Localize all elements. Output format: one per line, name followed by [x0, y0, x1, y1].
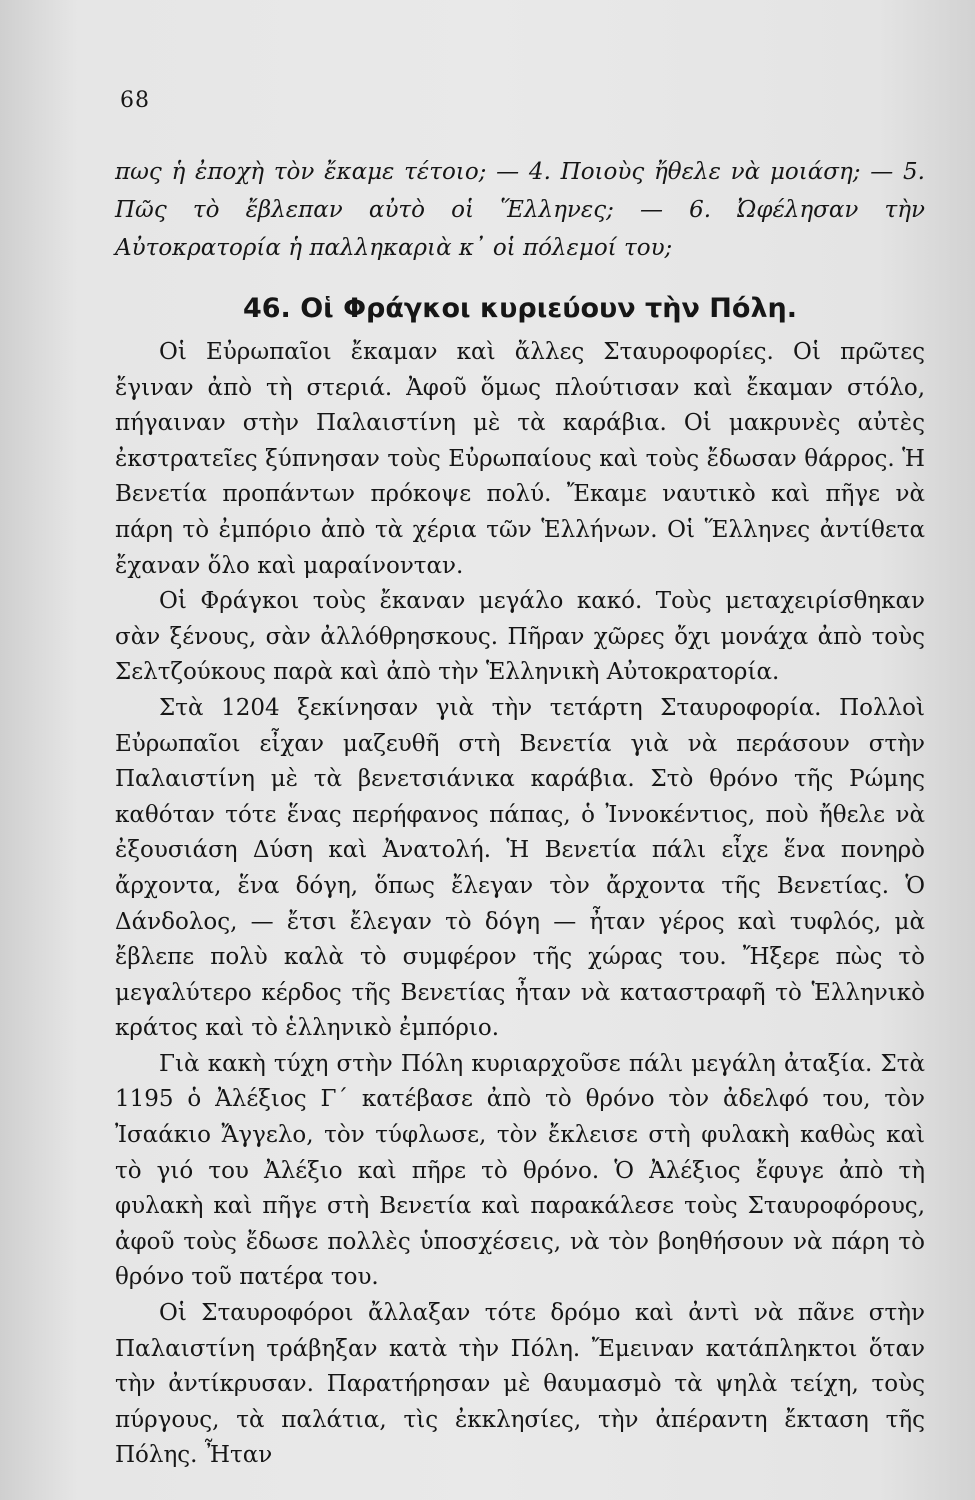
paragraph: Οἱ Εὐρωπαῖοι ἔκαμαν καὶ ἄλλες Σταυροφορίες. Οἱ πρῶτες ἔγιναν ἀπὸ τὴ στεριά. Ἀφοῦ ὅμως πλούτισαν καὶ ἔκαμαν στόλο, πήγαιναν στὴν Παλαιστίνη μὲ τὰ καράβια. Οἱ μακρυνὲς αὐτὲς ἐκστρατεῖες ξύπνησαν τοὺς Εὐρωπαίους καὶ τοὺς ἔδωσαν θάρρος. Ἡ Βενετία προπάντων πρόκοψε πολύ. Ἔκαμε ναυτικὸ καὶ πῆγε νὰ πάρη τὸ ἐμπόριο ἀπὸ τὰ χέρια τῶν Ἑλλήνων. Οἱ Ἕλληνες ἀντίθετα ἔχαναν ὅλο καὶ μαραίνονταν.: [115, 339, 925, 579]
review-questions: πως ἡ ἐποχὴ τὸν ἔκαμε τέτοιο; — 4. Ποιοὺς ἤθελε νὰ μοιάση; — 5. Πῶς τὸ ἔβλεπαν αὐτὸ οἱ Ἕλληνες; — 6. Ὠφέλησαν τὴν Αὐτοκρατορία ἡ παλληκαριὰ κ᾽ οἱ πόλεμοί του;: [115, 159, 925, 261]
paragraph: Γιὰ κακὴ τύχη στὴν Πόλη κυριαρχοῦσε πάλι μεγάλη ἀταξία. Στὰ 1195 ὁ Ἀλέξιος Γ´ κατέβασε ἀπὸ τὸ θρόνο τὸν ἀδελφό του, τὸν Ἰσαάκιο Ἄγγελο, τὸν τύφλωσε, τὸν ἔκλεισε στὴ φυλακὴ καθὼς καὶ τὸ γιό του Ἀλέξιο καὶ πῆρε τὸ θρόνο. Ὁ Ἀλέξιος ἔφυγε ἀπὸ τὴ φυλακὴ καὶ πῆγε στὴ Βενετία καὶ παρακάλεσε τοὺς Σταυροφόρους, ἀφοῦ τοὺς ἔδωσε πολλὲς ὑποσχέσεις, νὰ τὸν βοηθήσουν νὰ πάρη τὸ θρόνο τοῦ πατέρα του.: [115, 1050, 925, 1291]
page-content: [115, 153, 925, 1474]
paragraph: Στὰ 1204 ξεκίνησαν γιὰ τὴν τετάρτη Σταυροφορία. Πολλοὶ Εὐρωπαῖοι εἶχαν μαζευθῆ στὴ Βενετία γιὰ νὰ περάσουν στὴν Παλαιστίνη μὲ τὰ βενετσιάνικα καράβια. Στὸ θρόνο τῆς Ρώμης καθόταν τότε ἕνας περήφανος πάπας, ὁ Ἰννοκέντιος, ποὺ ἤθελε νὰ ἐξουσιάση Δύση καὶ Ἀνατολή. Ἡ Βενετία πάλι εἶχε ἕνα πονηρὸ ἄρχοντα, ἕνα δόγη, ὅπως ἔλεγαν τὸν ἄρχοντα τῆς Βενετίας. Ὁ Δάνδολος, — ἔτσι ἔλεγαν τὸ δόγη — ἦταν γέρος καὶ τυφλός, μὰ ἔβλεπε πολὺ καλὰ τὸ συμφέρον τῆς χώρας του. Ἤξερε πὼς τὸ μεγαλύτερο κέρδος τῆς Βενετίας ἦταν νὰ καταστραφῆ τὸ Ἑλληνικὸ κράτος καὶ τὸ ἑλληνικὸ ἐμπόριο.: [115, 694, 925, 1042]
section-heading: 46. Οἱ Φράγκοι κυριεύουν τὴν Πόλη.: [242, 293, 798, 324]
page-number: 68: [120, 88, 150, 113]
paragraph: Οἱ Σταυροφόροι ἄλλαξαν τότε δρόμο καὶ ἀντὶ νὰ πᾶνε στὴν Παλαιστίνη τράβηξαν κατὰ τὴν Πόλη. Ἔμειναν κατάπληκτοι ὅταν τὴν ἀντίκρυσαν. Παρατήρησαν μὲ θαυμασμὸ τὰ ψηλὰ τείχη, τοὺς πύργους, τὰ παλάτια, τὶς ἐκκλησίες, τὴν ἀπέραντη ἔκταση τῆς Πόλης. Ἦταν: [115, 1300, 925, 1469]
paragraph: Οἱ Φράγκοι τοὺς ἔκαναν μεγάλο κακό. Τοὺς μεταχειρίσθηκαν σὰν ξένους, σὰν ἀλλόθρησκους. Πῆραν χῶρες ὄχι μονάχα ἀπὸ τοὺς Σελτζούκους παρὰ καὶ ἀπὸ τὴν Ἑλληνικὴ Αὐτοκρατορία.: [115, 588, 925, 686]
